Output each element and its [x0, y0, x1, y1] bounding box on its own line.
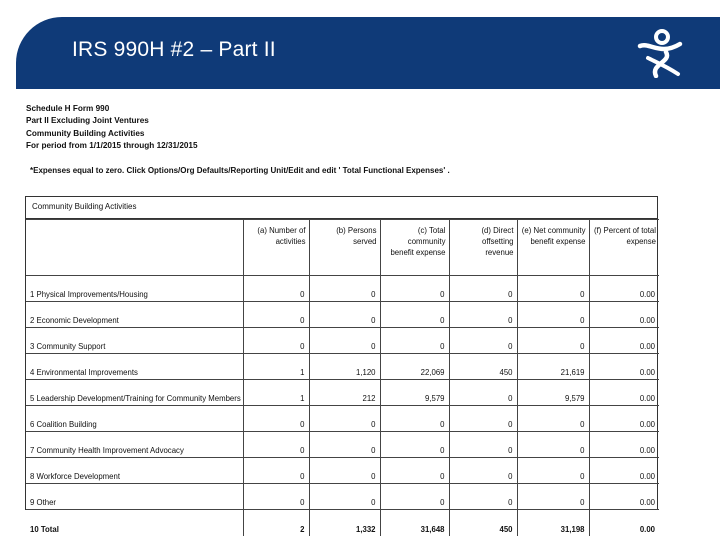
activity-label: 7 Community Health Improvement Advocacy — [26, 432, 243, 458]
table-cell: 22,069 — [380, 354, 449, 380]
activities-table — [26, 219, 659, 536]
activity-label: 10 Total — [26, 510, 243, 536]
activity-label: 5 Leadership Development/Training for Community Members — [26, 380, 243, 406]
table-cell: 0 — [243, 484, 309, 510]
table-cell: 0.00 — [589, 510, 659, 536]
table-cell: 2 — [243, 510, 309, 536]
table-cell: 0 — [243, 432, 309, 458]
table-cell: 0 — [380, 484, 449, 510]
table-cell: 9,579 — [517, 380, 589, 406]
column-header: (b) Persons served — [309, 220, 380, 276]
expense-note: *Expenses equal to zero. Click Options/Org Defaults/Reporting Unit/Edit and edit ' Total Functional Expenses' . — [30, 166, 450, 175]
activity-label: 8 Workforce Development — [26, 458, 243, 484]
table-cell: 0 — [449, 406, 517, 432]
table-cell: 0 — [243, 328, 309, 354]
table-row — [26, 276, 659, 302]
table-row — [26, 458, 659, 484]
table-cell: 0.00 — [589, 458, 659, 484]
schedule-line: Part II Excluding Joint Ventures — [26, 116, 149, 126]
table-cell: 212 — [309, 380, 380, 406]
table-cell: 0 — [309, 484, 380, 510]
table-row — [26, 302, 659, 328]
table-cell: 0 — [449, 302, 517, 328]
table-cell: 0.00 — [589, 432, 659, 458]
table-cell: 0 — [380, 406, 449, 432]
table-cell: 0 — [517, 276, 589, 302]
table-cell: 0 — [449, 458, 517, 484]
slide-title: IRS 990H #2 – Part II — [72, 38, 276, 61]
table-cell: 0 — [380, 302, 449, 328]
table-row — [26, 484, 659, 510]
table-cell: 1,332 — [309, 510, 380, 536]
activity-label: 6 Coalition Building — [26, 406, 243, 432]
activity-label: 1 Physical Improvements/Housing — [26, 276, 243, 302]
table-cell: 0 — [449, 380, 517, 406]
column-header: (a) Number of activities — [243, 220, 309, 276]
activity-label: 9 Other — [26, 484, 243, 510]
table-cell: 0.00 — [589, 380, 659, 406]
table-cell: 450 — [449, 354, 517, 380]
table-cell: 0 — [517, 406, 589, 432]
schedule-header — [26, 103, 198, 153]
table-cell: 0 — [309, 432, 380, 458]
table-cell: 0 — [517, 302, 589, 328]
table-cell: 0 — [449, 328, 517, 354]
table-row — [26, 354, 659, 380]
table-cell: 31,648 — [380, 510, 449, 536]
table-cell: 0.00 — [589, 302, 659, 328]
table-cell: 1 — [243, 380, 309, 406]
table-row — [26, 328, 659, 354]
table-cell: 0 — [449, 484, 517, 510]
table-cell: 0 — [380, 432, 449, 458]
activity-label: 2 Economic Development — [26, 302, 243, 328]
table-cell: 0 — [243, 458, 309, 484]
report-title: Community Building Activities — [26, 197, 657, 219]
table-cell: 0.00 — [589, 354, 659, 380]
table-cell: 0 — [243, 276, 309, 302]
table-row — [26, 432, 659, 458]
table-header-row — [26, 220, 659, 276]
table-cell: 0 — [449, 432, 517, 458]
table-cell: 0 — [517, 458, 589, 484]
table-row — [26, 380, 659, 406]
table-cell: 31,198 — [517, 510, 589, 536]
table-cell: 0 — [449, 276, 517, 302]
schedule-line: For period from 1/1/2015 through 12/31/2015 — [26, 141, 198, 151]
table-cell: 0 — [380, 328, 449, 354]
table-cell: 21,619 — [517, 354, 589, 380]
table-cell: 0 — [380, 458, 449, 484]
activity-label: 4 Environmental Improvements — [26, 354, 243, 380]
column-header: (e) Net community benefit expense — [517, 220, 589, 276]
table-cell: 0.00 — [589, 276, 659, 302]
table-cell: 0 — [309, 302, 380, 328]
column-header — [26, 220, 243, 276]
column-header: (f) Percent of total expense — [589, 220, 659, 276]
column-header: (d) Direct offsetting revenue — [449, 220, 517, 276]
table-cell: 0.00 — [589, 328, 659, 354]
stylized-figure-logo-icon — [636, 28, 684, 78]
table-cell: 9,579 — [380, 380, 449, 406]
table-cell: 0 — [243, 406, 309, 432]
table-cell: 0 — [517, 432, 589, 458]
table-cell: 0 — [517, 328, 589, 354]
table-cell: 1 — [243, 354, 309, 380]
table-cell: 0 — [309, 328, 380, 354]
activity-label: 3 Community Support — [26, 328, 243, 354]
table-cell: 0 — [380, 276, 449, 302]
table-cell: 450 — [449, 510, 517, 536]
table-row — [26, 510, 659, 536]
schedule-line: Schedule H Form 990 — [26, 104, 110, 113]
table-cell: 0.00 — [589, 484, 659, 510]
column-header: (c) Total community benefit expense — [380, 220, 449, 276]
table-cell: 0 — [517, 484, 589, 510]
report-panel — [25, 196, 658, 534]
table-cell: 0 — [243, 302, 309, 328]
table-row — [26, 406, 659, 432]
table-cell: 0 — [309, 406, 380, 432]
table-cell: 1,120 — [309, 354, 380, 380]
table-cell: 0 — [309, 458, 380, 484]
table-cell: 0.00 — [589, 406, 659, 432]
table-cell: 0 — [309, 276, 380, 302]
schedule-line: Community Building Activities — [26, 128, 145, 138]
